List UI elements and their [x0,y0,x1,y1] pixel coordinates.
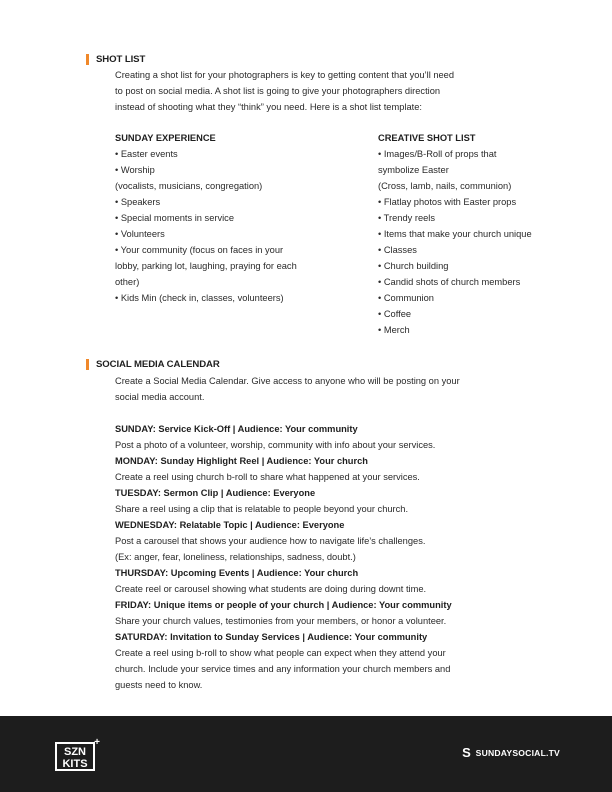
day-title-thursday: THURSDAY: Upcoming Events | Audience: Your church [115,568,359,578]
list-item: • Church building [378,261,449,271]
creative-shot-list-column [378,130,532,338]
list-item: • Worship [115,165,155,175]
sunday-social-mark-icon [461,746,472,759]
list-item: • Coffee [378,309,412,319]
szn-kits-logo [55,737,101,771]
logo-line2: KITS [62,758,88,770]
list-item: (Cross, lamb, nails, communion) [378,181,512,191]
list-item: lobby, parking lot, laughing, praying for each [115,261,297,271]
list-item: • Images/B-Roll of props that [378,149,497,159]
list-item: other) [115,277,140,287]
calendar-days [115,421,452,693]
day-body: Post a photo of a volunteer, worship, community with info about your services. [115,440,436,450]
day-title-monday: MONDAY: Sunday Highlight Reel | Audience: Your church [115,456,368,466]
list-item: • Your community (focus on faces in your [115,245,284,255]
day-title-friday: FRIDAY: Unique items or people of your church | Audience: Your community [115,600,452,610]
list-item: • Kids Min (check in, classes, volunteers) [115,293,284,303]
intro-line: Create a Social Media Calendar. Give access to anyone who will be posting on your [115,376,460,386]
list-item: • Merch [378,325,410,335]
list-item: • Items that make your church unique [378,229,532,239]
accent-bar [86,359,89,370]
day-title-saturday: SATURDAY: Invitation to Sunday Services | Audience: Your community [115,632,428,642]
sunday-experience-heading: SUNDAY EXPERIENCE [115,133,216,143]
accent-bar [86,54,89,65]
site-link[interactable] [461,746,560,759]
day-body: church. Include your service times and any information your church members and [115,664,451,674]
footer-bar [0,716,612,792]
list-item: • Candid shots of church members [378,277,521,287]
day-title-wednesday: WEDNESDAY: Relatable Topic | Audience: Everyone [115,520,345,530]
intro-line: to post on social media. A shot list is going to give your photographers direction [115,86,441,96]
shot-list-intro [115,67,454,115]
intro-line: Creating a shot list for your photographers is key to getting content that you’ll need [115,70,455,80]
shot-list-heading [86,53,145,66]
list-item: symbolize Easter [378,165,449,175]
day-body: guests need to know. [115,680,203,690]
day-title-tuesday: TUESDAY: Sermon Clip | Audience: Everyone [115,488,316,498]
svg-text:S: S [461,746,471,759]
day-title-sunday: SUNDAY: Service Kick-Off | Audience: Your community [115,424,358,434]
sunday-experience-column [115,130,297,306]
site-url[interactable]: SUNDAYSOCIAL.TV [475,747,560,758]
day-body: Create reel or carousel showing what students are doing during downt time. [115,584,427,594]
creative-shot-list-heading: CREATIVE SHOT LIST [378,133,476,143]
logo-line1: SZN [64,746,86,758]
list-item: • Speakers [115,197,161,207]
list-item: • Easter events [115,149,178,159]
day-body: Share a reel using a clip that is relatable to people beyond your church. [115,504,409,514]
list-item: • Communion [378,293,434,303]
list-item: • Trendy reels [378,213,435,223]
shot-list-title: SHOT LIST [96,54,146,65]
calendar-title: SOCIAL MEDIA CALENDAR [96,359,220,370]
day-body: Create a reel using b-roll to show what people can expect when they attend your [115,648,446,658]
calendar-intro [115,373,460,405]
list-item: • Classes [378,245,417,255]
calendar-heading [86,358,220,371]
day-body: Create a reel using church b-roll to share what happened at your services. [115,472,420,482]
day-body: Share your church values, testimonies from your members, or honor a volunteer. [115,616,447,626]
day-body: Post a carousel that shows your audience how to navigate life’s challenges. [115,536,426,546]
intro-line: social media account. [115,392,205,402]
logo-plus-icon: + [94,737,100,748]
list-item: • Volunteers [115,229,165,239]
list-item: • Special moments in service [115,213,234,223]
list-item: • Flatlay photos with Easter props [378,197,517,207]
intro-line: instead of shooting what they “think” you need. Here is a shot list template: [115,102,422,112]
list-item: (vocalists, musicians, congregation) [115,181,263,191]
day-body: (Ex: anger, fear, loneliness, relationships, sadness, doubt.) [115,552,356,562]
